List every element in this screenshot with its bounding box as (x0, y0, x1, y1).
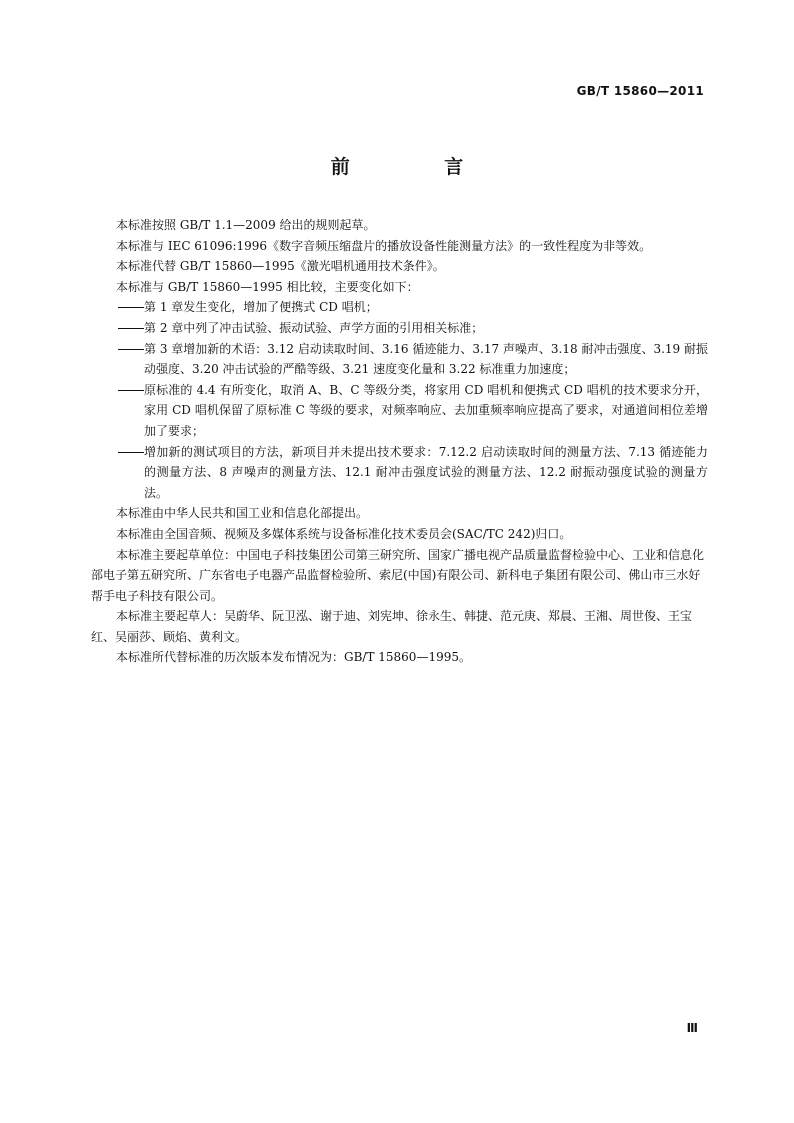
page-number: Ⅲ (686, 1021, 698, 1035)
paragraph-version-history: 本标准所代替标准的历次版本发布情况为：GB/T 15860—1995。 (116, 650, 471, 665)
em-dash-marker (118, 452, 144, 453)
paragraph-administered-by: 本标准由全国音频、视频及多媒体系统与设备标准化技术委员会(SAC/TC 242)归口。 (116, 526, 572, 541)
change-item-1 (91, 297, 708, 318)
change-item-3 (91, 339, 708, 380)
paragraph-proposed-by: 本标准由中华人民共和国工业和信息化部提出。 (116, 506, 369, 521)
paragraph-drafting-units: 本标准主要起草单位：中国电子科技集团公司第三研究所、国家广播电视产品质量监督检验中心、工业和信息化部电子第五研究所、广东省电子电器产品监督检验所、索尼(中国)有限公司、新科电子集团有限公司、佛山市三水好帮手电子科技有限公司。 (91, 547, 705, 603)
change-item-5 (91, 442, 708, 504)
change-item-text: 原标准的 4.4 有所变化，取消 A、B、C 等级分类，将家用 CD 唱机和便携式 CD 唱机的技术要求分开，家用 CD 唱机保留了原标准 C 等级的要求，对频率响应、去加重频率响应提高了要求，对通道间相位差增加了要求； (144, 382, 708, 438)
change-item-2 (91, 318, 708, 339)
page-title: 前 言 (330, 156, 508, 178)
change-item-4 (91, 380, 708, 442)
change-item-text: 第 2 章中列了冲击试验、振动试验、声学方面的引用相关标准； (144, 320, 484, 335)
paragraph-drafters: 本标准主要起草人：吴蔚华、阮卫泓、谢于迪、刘宪坤、徐永生、韩捷、范元庚、郑晨、王湘、周世俊、王宝红、吴丽莎、顾焰、黄利文。 (91, 609, 693, 644)
paragraph-changes-intro: 本标准与 GB/T 15860—1995 相比较，主要变化如下： (116, 279, 419, 294)
change-item-text: 增加新的测试项目的方法，新项目并未提出技术要求：7.12.2 启动读取时间的测量方法、7.13 循迹能力的测量方法、8 声噪声的测量方法、12.1 耐冲击强度试验的测量方法、12.2 耐振动强度试验的测量方法。 (144, 444, 708, 500)
document-body (91, 215, 708, 668)
change-item-text: 第 1 章发生变化，增加了便携式 CD 唱机； (144, 300, 378, 315)
em-dash-marker (118, 349, 144, 350)
paragraph-iec-consistency: 本标准与 IEC 61096:1996《数字音频压缩盘片的播放设备性能测量方法》的一致性程度为非等效。 (116, 238, 652, 253)
em-dash-marker (118, 328, 144, 329)
em-dash-marker (118, 307, 144, 308)
paragraph-replaces: 本标准代替 GB/T 15860—1995《激光唱机通用技术条件》。 (116, 259, 445, 274)
em-dash-marker (118, 390, 144, 391)
change-item-text: 第 3 章增加新的术语：3.12 启动读取时间、3.16 循迹能力、3.17 声噪声、3.18 耐冲击强度、3.19 耐振动强度、3.20 冲击试验的严酷等级、3.21 速度变化量和 3.22 标准重力加速度； (144, 341, 708, 377)
standard-code: GB/T 15860—2011 (576, 84, 704, 98)
paragraph-drafting-rules: 本标准按照 GB/T 1.1—2009 给出的规则起草。 (116, 218, 376, 232)
